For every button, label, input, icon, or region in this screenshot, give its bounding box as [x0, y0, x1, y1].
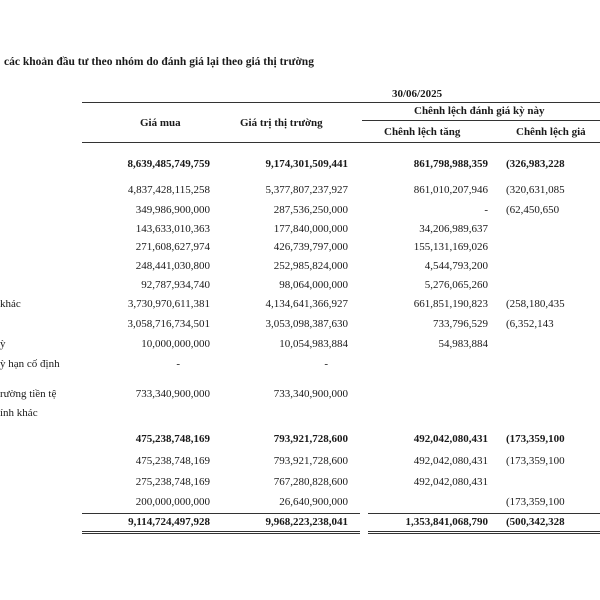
header-rule-bottom	[82, 142, 600, 143]
header-revaluation-diff: Chênh lệch đánh giá kỳ này	[414, 105, 545, 117]
row-label: ính khác	[0, 407, 38, 419]
period-date: 30/06/2025	[392, 88, 443, 100]
market-cell: -	[324, 358, 328, 370]
purchase-cell: 92,787,934,740	[141, 279, 210, 291]
purchase-cell: 275,238,748,169	[135, 476, 210, 488]
increase-cell: 54,983,884	[438, 338, 488, 350]
purchase-cell: 349,986,900,000	[135, 204, 210, 216]
purchase-cell: 248,441,030,800	[135, 260, 210, 272]
increase-cell: 492,042,080,431	[413, 476, 488, 488]
market-cell: 793,921,728,600	[273, 455, 348, 467]
header-market-value: Giá trị thị trường	[240, 117, 323, 129]
purchase-cell: 200,000,000,000	[135, 496, 210, 508]
market-cell: 252,985,824,000	[273, 260, 348, 272]
purchase-cell: 271,608,627,974	[135, 241, 210, 253]
purchase-cell: 143,633,010,363	[135, 223, 210, 235]
decrease-cell: (173,359,100	[506, 433, 565, 445]
increase-cell: 155,131,169,026	[413, 241, 488, 253]
market-cell: 426,739,797,000	[273, 241, 348, 253]
decrease-cell: (173,359,100	[506, 496, 565, 508]
header-purchase-price: Giá mua	[140, 117, 181, 129]
total-double-rule-left	[82, 533, 360, 534]
decrease-cell: (6,352,143	[506, 318, 554, 330]
increase-cell: 4,544,793,200	[424, 260, 488, 272]
row-label: ỳ hạn cố định	[0, 358, 60, 370]
increase-cell: 861,798,988,359	[413, 158, 488, 170]
row-label: khác	[0, 298, 21, 310]
market-cell: 98,064,000,000	[279, 279, 348, 291]
decrease-cell: (258,180,435	[506, 298, 565, 310]
market-cell: 287,536,250,000	[273, 204, 348, 216]
section-title: các khoản đầu tư theo nhóm do đánh giá lại theo giá thị trường	[4, 56, 314, 68]
purchase-cell: 10,000,000,000	[141, 338, 210, 350]
increase-cell: 861,010,207,946	[413, 184, 488, 196]
total-rule-right-top	[368, 513, 600, 514]
purchase-cell: -	[176, 358, 180, 370]
increase-cell: 1,353,841,068,790	[405, 516, 488, 528]
purchase-cell: 3,730,970,611,381	[127, 298, 210, 310]
increase-cell: 492,042,080,431	[413, 433, 488, 445]
market-cell: 26,640,900,000	[279, 496, 348, 508]
decrease-cell: (173,359,100	[506, 455, 565, 467]
total-rule-left-top	[82, 513, 360, 514]
header-decrease: Chênh lệch giả	[516, 126, 586, 138]
decrease-cell: (320,631,085	[506, 184, 565, 196]
increase-cell: 661,851,190,823	[413, 298, 488, 310]
market-cell: 9,174,301,509,441	[265, 158, 348, 170]
row-label: ỳ	[0, 338, 6, 350]
row-label: rường tiền tệ	[0, 388, 57, 400]
increase-cell: 492,042,080,431	[413, 455, 488, 467]
decrease-cell: (500,342,328	[506, 516, 565, 528]
market-cell: 767,280,828,600	[273, 476, 348, 488]
market-cell: 3,053,098,387,630	[265, 318, 348, 330]
increase-cell: 34,206,989,637	[419, 223, 488, 235]
purchase-cell: 9,114,724,497,928	[128, 516, 210, 528]
header-rule-top	[82, 102, 600, 103]
increase-cell: 5,276,065,260	[424, 279, 488, 291]
market-cell: 793,921,728,600	[273, 433, 348, 445]
market-cell: 10,054,983,884	[279, 338, 348, 350]
increase-cell: -	[484, 204, 488, 216]
decrease-cell: (62,450,650	[506, 204, 560, 216]
purchase-cell: 733,340,900,000	[135, 388, 210, 400]
total-double-rule-right	[368, 533, 600, 534]
purchase-cell: 475,238,748,169	[135, 455, 210, 467]
market-cell: 5,377,807,237,927	[265, 184, 348, 196]
market-cell: 177,840,000,000	[273, 223, 348, 235]
total-rule-right-bottom	[368, 531, 600, 532]
increase-cell: 733,796,529	[433, 318, 488, 330]
header-rule-mid	[362, 120, 600, 121]
header-increase: Chênh lệch tăng	[384, 126, 461, 138]
purchase-cell: 8,639,485,749,759	[127, 158, 210, 170]
market-cell: 9,968,223,238,041	[265, 516, 348, 528]
purchase-cell: 3,058,716,734,501	[127, 318, 210, 330]
purchase-cell: 475,238,748,169	[135, 433, 210, 445]
total-rule-left-bottom	[82, 531, 360, 532]
purchase-cell: 4,837,428,115,258	[127, 184, 210, 196]
decrease-cell: (326,983,228	[506, 158, 565, 170]
market-cell: 733,340,900,000	[273, 388, 348, 400]
market-cell: 4,134,641,366,927	[265, 298, 348, 310]
